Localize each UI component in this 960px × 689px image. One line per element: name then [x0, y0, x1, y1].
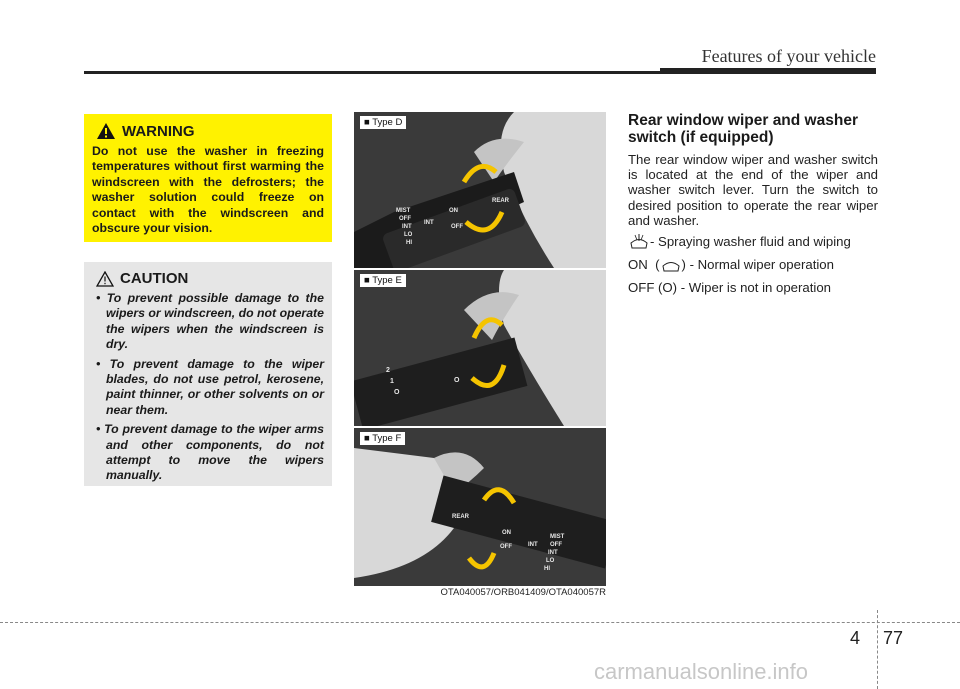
warning-text: Do not use the washer in freezing temperatures without first warming the windscreen with the defrosters; the washer solution could freeze on contact with the windscreen and obscure your vision. [92, 144, 324, 236]
rear-wiper-icon [660, 257, 682, 273]
header-title: Features of your vehicle [701, 46, 876, 66]
footer-rule [0, 622, 960, 623]
svg-text:OFF: OFF [451, 224, 463, 230]
caution-list [92, 291, 324, 484]
mode-on-text: ) - Normal wiper operation [681, 257, 834, 273]
caution-title: CAUTION [120, 270, 189, 287]
mode-spray-text: - Spraying washer fluid and wiping [650, 234, 851, 250]
page-chapter: 4 [850, 628, 861, 648]
svg-text:ON: ON [502, 530, 511, 536]
caution-triangle-icon [96, 271, 114, 287]
page-number: 77 [883, 628, 904, 648]
mode-on [628, 257, 878, 273]
section-intro: The rear window wiper and washer switch is located at the end of the wiper and washer switch lever. Turn the switch to desired position to operate the rear wiper and washer. [628, 152, 878, 228]
caution-box [84, 262, 332, 486]
svg-text:INT: INT [548, 550, 558, 556]
type-e-illustration [354, 270, 606, 426]
svg-text:HI: HI [406, 240, 412, 246]
svg-text:INT: INT [424, 220, 434, 226]
image-code: OTA040057/ORB041409/OTA040057R [440, 587, 606, 598]
svg-text:OFF: OFF [399, 216, 411, 222]
svg-text:MIST: MIST [396, 208, 411, 214]
section-heading: Rear window wiper and washer switch (if equipped) [628, 112, 858, 146]
washer-spray-icon [628, 234, 650, 250]
svg-text:INT: INT [528, 542, 538, 548]
type-e-label: ■ Type E [360, 274, 406, 287]
caution-item: • To prevent possible damage to the wipers or windscreen, do not operate the wipers when the windscreen is dry. [96, 291, 324, 352]
type-f-illustration [354, 428, 606, 586]
svg-text:OFF: OFF [500, 544, 512, 550]
rear-wiper-section [628, 112, 878, 303]
warning-title: WARNING [122, 122, 195, 140]
svg-text:O: O [394, 389, 400, 396]
mode-spray [628, 234, 878, 250]
svg-text:REAR: REAR [452, 514, 470, 520]
svg-text:ON: ON [449, 208, 458, 214]
svg-text:O: O [454, 377, 460, 384]
svg-text:2: 2 [386, 367, 390, 374]
svg-text:LO: LO [546, 558, 555, 564]
svg-text:REAR: REAR [492, 198, 510, 204]
warning-triangle-icon [96, 122, 116, 140]
warning-box [84, 114, 332, 242]
mode-off [628, 280, 878, 296]
mode-off-text: OFF (O) - Wiper is not in operation [628, 280, 831, 296]
type-d-illustration [354, 112, 606, 268]
type-f-label: ■ Type F [360, 432, 405, 445]
svg-text:MIST: MIST [550, 534, 565, 540]
caution-item: • To prevent damage to the wiper blades, do not use petrol, kerosene, paint thinner, or other solvents on or near them. [96, 356, 324, 417]
watermark: carmanualsonline.info [594, 659, 809, 684]
svg-text:LO: LO [404, 232, 413, 238]
caution-item: • To prevent damage to the wiper arms and other components, do not attempt to move the wipers manually. [96, 422, 324, 483]
svg-text:HI: HI [544, 566, 550, 572]
svg-text:OFF: OFF [550, 542, 562, 548]
svg-text:INT: INT [402, 224, 412, 230]
svg-text:1: 1 [390, 378, 394, 385]
header-rule-accent [660, 68, 876, 74]
type-d-label: ■ Type D [360, 116, 406, 129]
mode-on-prefix: ON ( [628, 257, 660, 273]
footer-divider [877, 610, 878, 689]
